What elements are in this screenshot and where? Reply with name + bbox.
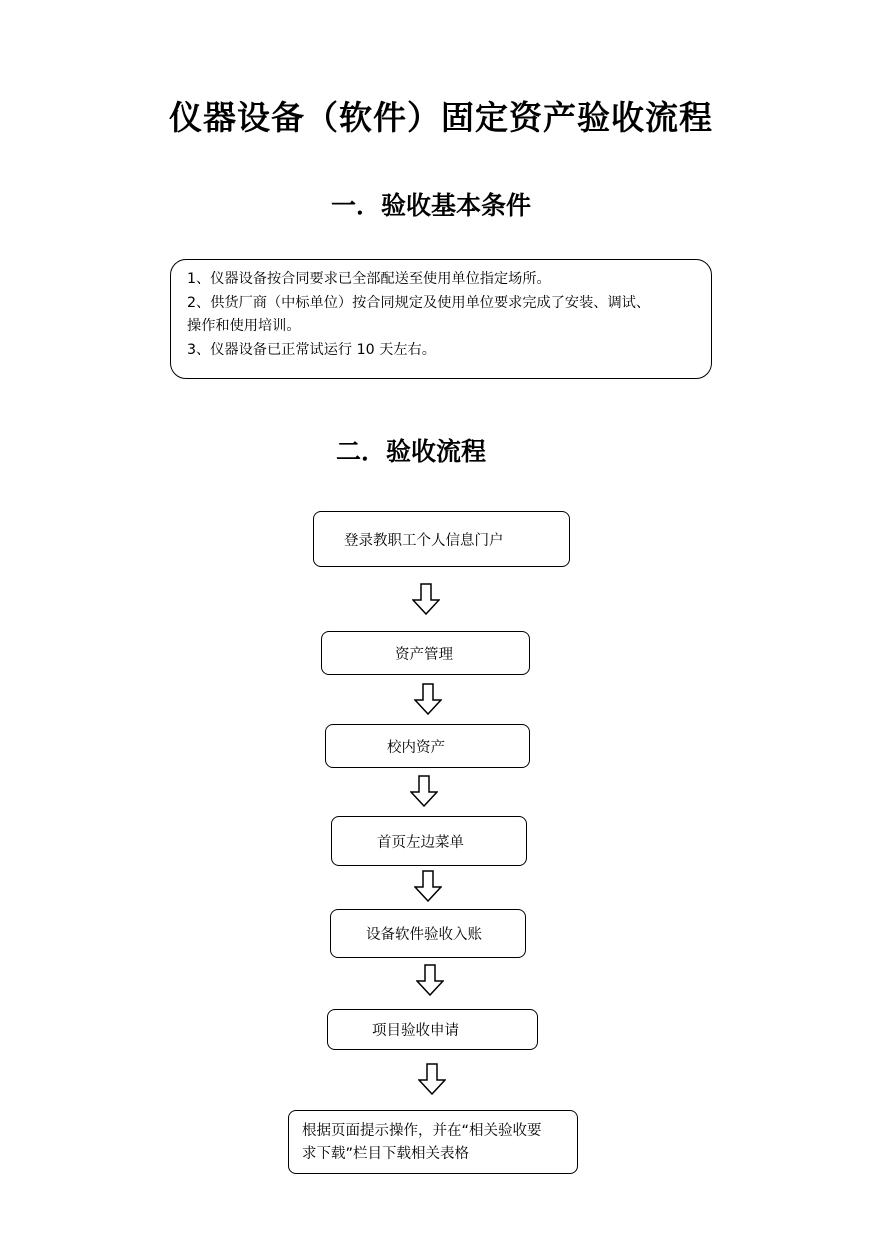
condition-line: 1、仪器设备按合同要求已全部配送至使用单位指定场所。 bbox=[187, 271, 551, 287]
page-title: 仪器设备（软件）固定资产验收流程 bbox=[169, 98, 713, 137]
down-arrow-icon bbox=[414, 870, 442, 902]
flow-step-login-portal bbox=[313, 511, 570, 567]
down-arrow-icon bbox=[414, 683, 442, 715]
flow-step-label: 设备软件验收入账 bbox=[366, 927, 482, 943]
flow-step-label-line: 求下载”栏目下载相关表格 bbox=[302, 1146, 470, 1162]
flow-step-asset-management bbox=[321, 631, 530, 675]
flow-step-label: 登录教职工个人信息门户 bbox=[344, 532, 504, 549]
condition-line: 操作和使用培训。 bbox=[187, 318, 301, 334]
condition-line: 2、供货厂商（中标单位）按合同规定及使用单位要求完成了安装、调试、 bbox=[187, 294, 651, 311]
flow-step-software-acceptance bbox=[330, 909, 526, 958]
flow-step-label-line: 根据页面提示操作，并在“相关验收要 bbox=[302, 1123, 542, 1139]
down-arrow-icon bbox=[412, 583, 440, 615]
flow-step-campus-assets bbox=[325, 724, 530, 768]
flow-step-label: 资产管理 bbox=[395, 646, 453, 663]
flow-step-left-menu bbox=[331, 816, 527, 866]
flow-step-label: 项目验收申请 bbox=[372, 1023, 459, 1039]
section-heading-conditions: 一．验收基本条件 bbox=[330, 191, 531, 220]
flow-step-download-forms bbox=[288, 1110, 578, 1174]
down-arrow-icon bbox=[410, 775, 438, 807]
condition-line: 3、仪器设备已正常试运行 10 天左右。 bbox=[187, 341, 436, 358]
flow-step-label: 首页左边菜单 bbox=[377, 834, 464, 851]
flow-step-project-acceptance bbox=[327, 1009, 538, 1050]
down-arrow-icon bbox=[416, 964, 444, 996]
down-arrow-icon bbox=[418, 1063, 446, 1095]
conditions-box bbox=[170, 259, 712, 379]
flow-step-label: 校内资产 bbox=[387, 739, 445, 756]
section-heading-process: 二．验收流程 bbox=[335, 437, 486, 466]
